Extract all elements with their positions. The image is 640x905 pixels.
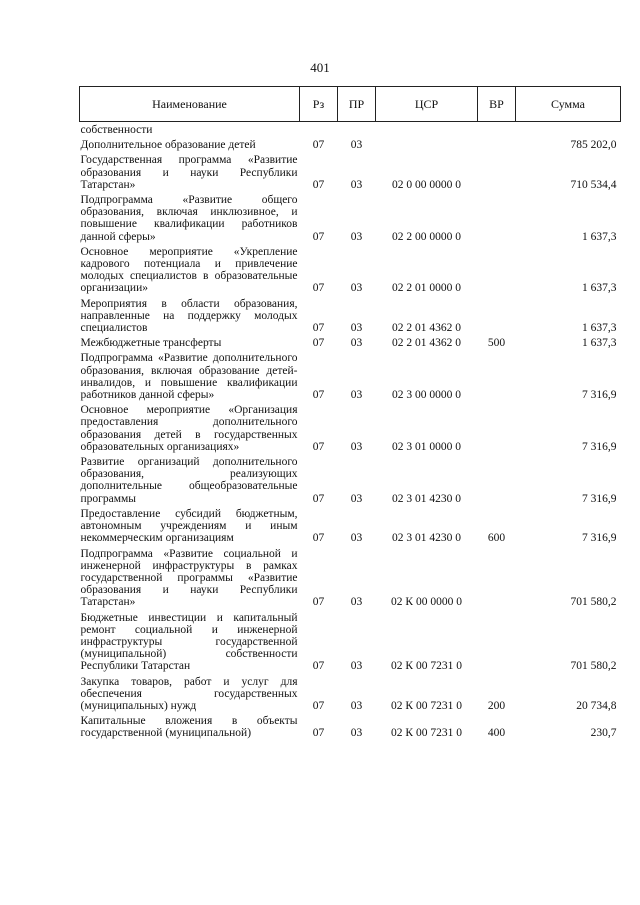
page-number: 401: [310, 60, 330, 75]
cell-sum: [516, 122, 621, 138]
cell-sum: 7 316,9: [582, 440, 617, 453]
cell-vr: [478, 137, 516, 152]
column-header-vr: ВР: [478, 87, 516, 122]
table-row: [80, 335, 621, 350]
table-row: [80, 674, 621, 714]
column-header-sum: Сумма: [516, 87, 621, 122]
cell-name: Капитальные вложения в объекты государственной (муниципальной): [80, 715, 298, 740]
cell-name: Подпрограмма «Развитие социальной и инженерной инфраструктуры в рамках государственной программы «Развитие образования и науки Республики Татарстан»: [80, 547, 298, 609]
cell-rz: 07: [312, 322, 325, 335]
cell-sum: 7 316,9: [582, 389, 617, 402]
cell-vr: [478, 610, 516, 674]
cell-sum: 1 637,3: [582, 230, 617, 243]
cell-rz: 07: [312, 178, 325, 191]
cell-vr: [478, 402, 516, 454]
cell-name: Основное мероприятие «Укрепление кадрового потенциала и привлечение молодых специалистов в образовательные организации»: [80, 245, 298, 295]
cell-csr: 02 2 01 4362 0: [392, 322, 461, 335]
cell-name: Предоставление субсидий бюджетным, автономным учреждениям и иным некоммерческим организациям: [80, 507, 298, 545]
cell-rz: 07: [312, 139, 325, 152]
cell-name: Дополнительное образование детей: [80, 139, 256, 152]
cell-csr: 02 3 01 4230 0: [392, 532, 461, 545]
cell-sum: 7 316,9: [582, 492, 617, 505]
cell-name: Развитие организаций дополнительного образования, реализующих дополнительные общеобразовательные программы: [80, 456, 298, 505]
cell-csr: 02 К 00 7231 0: [391, 699, 462, 712]
cell-pr: 03: [350, 178, 363, 191]
cell-csr: [376, 137, 478, 152]
cell-vr: 400: [487, 727, 506, 740]
cell-rz: 07: [312, 532, 325, 545]
cell-sum: 20 734,8: [576, 699, 617, 712]
column-header-csr: ЦСР: [376, 87, 478, 122]
cell-pr: 03: [350, 230, 363, 243]
table-row: [80, 402, 621, 454]
cell-vr: [478, 122, 516, 138]
cell-pr: 03: [350, 139, 363, 152]
cell-rz: 07: [312, 492, 325, 505]
cell-name: Подпрограмма «Развитие общего образования, включая инклюзивное, и повышение квалификации работников данной сферы»: [80, 194, 298, 243]
budget-table: [79, 86, 621, 741]
cell-sum: 1 637,3: [582, 282, 617, 295]
table-row: [80, 296, 621, 336]
cell-csr: 02 2 00 0000 0: [392, 230, 461, 243]
table-row: [80, 713, 621, 740]
cell-csr: 02 К 00 7231 0: [391, 660, 462, 673]
table-row: [80, 122, 621, 138]
cell-rz: 07: [312, 596, 325, 609]
cell-pr: 03: [350, 389, 363, 402]
cell-rz: 07: [312, 230, 325, 243]
cell-csr: [376, 122, 478, 138]
column-header-name: Наименование: [80, 87, 300, 122]
cell-pr: 03: [350, 596, 363, 609]
cell-vr: [478, 454, 516, 506]
cell-sum: 1 637,3: [582, 337, 617, 350]
cell-rz: 07: [312, 389, 325, 402]
cell-pr: 03: [350, 337, 363, 350]
cell-csr: 02 3 01 4230 0: [392, 492, 461, 505]
cell-name: Бюджетные инвестиции и капитальный ремонт социальной и инженерной инфраструктуры государственной (муниципальной) собственности Республики Татарстан: [80, 611, 298, 673]
table-header-row: [80, 87, 621, 122]
cell-rz: 07: [312, 727, 325, 740]
cell-name: Закупка товаров, работ и услуг для обеспечения государственных (муниципальных) нужд: [80, 675, 298, 712]
cell-name: Подпрограмма «Развитие дополнительного образования, включая образование детей-инвалидов, и повышение квалификации работников данной сферы»: [80, 352, 298, 402]
cell-name: Межбюджетные трансферты: [80, 337, 222, 350]
cell-pr: [338, 122, 376, 138]
table-row: [80, 192, 621, 244]
cell-vr: [478, 192, 516, 244]
cell-name: собственности: [80, 124, 153, 136]
cell-csr: 02 2 01 0000 0: [392, 282, 461, 295]
cell-vr: 200: [487, 699, 506, 712]
cell-pr: 03: [350, 727, 363, 740]
column-header-rz: Рз: [300, 87, 338, 122]
cell-sum: 701 580,2: [570, 596, 617, 609]
cell-rz: [300, 122, 338, 138]
cell-vr: 600: [487, 532, 506, 545]
table-row: [80, 546, 621, 610]
cell-rz: 07: [312, 440, 325, 453]
cell-vr: [478, 350, 516, 402]
table-row: [80, 137, 621, 152]
cell-sum: 7 316,9: [582, 532, 617, 545]
cell-pr: 03: [350, 440, 363, 453]
cell-name: Мероприятия в области образования, направленные на поддержку молодых специалистов: [80, 297, 298, 335]
cell-vr: [478, 546, 516, 610]
cell-name: Основное мероприятие «Организация предоставления дополнительного образования детей в государственных образовательных организациях»: [80, 404, 298, 453]
cell-vr: 500: [487, 337, 506, 350]
cell-pr: 03: [350, 282, 363, 295]
table-row: [80, 506, 621, 546]
cell-rz: 07: [312, 699, 325, 712]
table-row: [80, 152, 621, 192]
cell-sum: 1 637,3: [582, 322, 617, 335]
cell-vr: [478, 296, 516, 336]
cell-name: Государственная программа «Развитие образования и науки Республики Татарстан»: [80, 154, 298, 191]
cell-pr: 03: [350, 660, 363, 673]
cell-csr: 02 3 00 0000 0: [392, 389, 461, 402]
cell-csr: 02 0 00 0000 0: [392, 178, 461, 191]
cell-csr: 02 2 01 4362 0: [392, 337, 461, 350]
cell-sum: 785 202,0: [570, 139, 617, 152]
cell-vr: [478, 152, 516, 192]
cell-csr: 02 К 00 7231 0: [391, 727, 462, 740]
table-row: [80, 244, 621, 296]
cell-sum: 701 580,2: [570, 660, 617, 673]
cell-pr: 03: [350, 699, 363, 712]
cell-sum: 230,7: [590, 727, 617, 740]
cell-sum: 710 534,4: [570, 178, 617, 191]
cell-rz: 07: [312, 282, 325, 295]
table-row: [80, 610, 621, 674]
cell-pr: 03: [350, 532, 363, 545]
cell-pr: 03: [350, 322, 363, 335]
cell-rz: 07: [312, 660, 325, 673]
cell-csr: 02 3 01 0000 0: [392, 440, 461, 453]
table-row: [80, 454, 621, 506]
cell-vr: [478, 244, 516, 296]
column-header-pr: ПР: [338, 87, 376, 122]
cell-csr: 02 К 00 0000 0: [391, 596, 462, 609]
cell-rz: 07: [312, 337, 325, 350]
cell-pr: 03: [350, 492, 363, 505]
table-row: [80, 350, 621, 402]
